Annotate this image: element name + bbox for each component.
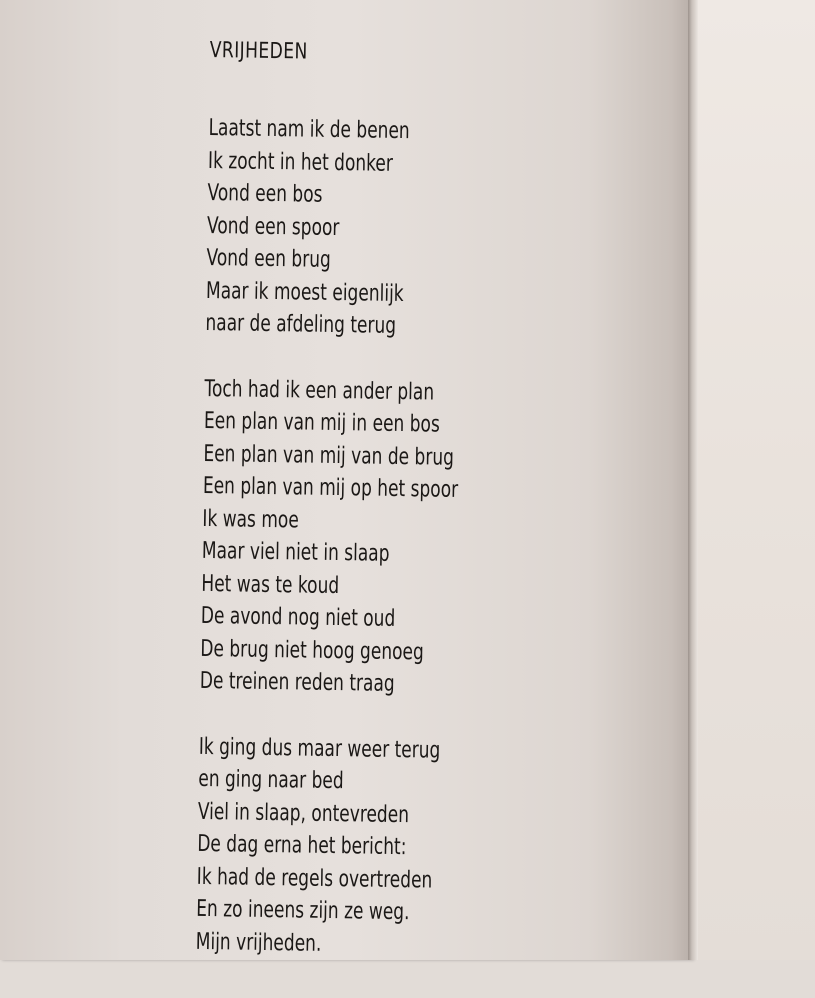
poem-line: Mijn vrijheden. [195, 928, 322, 957]
poem-line: Vond een brug [206, 244, 331, 273]
poem-line: Ik was moe [202, 505, 299, 533]
poem-line: en ging naar bed [198, 765, 344, 795]
poem-line: Ik zocht in het donker [207, 147, 394, 177]
stanza-2 [200, 372, 665, 704]
poem-line: De avond nog niet oud [200, 602, 396, 632]
poem-line: Een plan van mij op het spoor [202, 472, 459, 503]
poem-line: Ik had de regels overtreden [196, 863, 433, 894]
poem-line: Vond een bos [207, 179, 323, 208]
background-surface [698, 0, 815, 960]
poem-line: Laatst nam ik de benen [208, 114, 410, 145]
poem-line: Toch had ik een ander plan [204, 375, 435, 406]
poem-line: De dag erna het bericht: [197, 830, 407, 861]
stanza-3 [196, 730, 660, 965]
poem-line: Een plan van mij van de brug [203, 440, 455, 471]
poem-line: Viel in slaap, ontevreden [197, 798, 410, 828]
stanza-1 [205, 112, 669, 347]
poem-line: De brug niet hoog genoeg [200, 635, 425, 665]
poem-title: VRIJHEDEN [209, 37, 308, 65]
poem-line: Maar ik moest eigenlijk [205, 277, 404, 307]
page-edge [688, 0, 698, 960]
poem-line: Het was te koud [201, 570, 340, 599]
poem-line: De treinen reden traag [199, 667, 395, 697]
poem-line: Een plan van mij in een bos [203, 407, 441, 438]
poem-line: naar de afdeling terug [205, 309, 397, 339]
poem-line: En zo ineens zijn ze weg. [196, 895, 410, 926]
poem [195, 36, 670, 998]
poem-line: Vond een spoor [206, 212, 340, 241]
poem-line: Ik ging dus maar weer terug [198, 733, 441, 764]
poem-line: Maar viel niet in slaap [201, 537, 390, 567]
